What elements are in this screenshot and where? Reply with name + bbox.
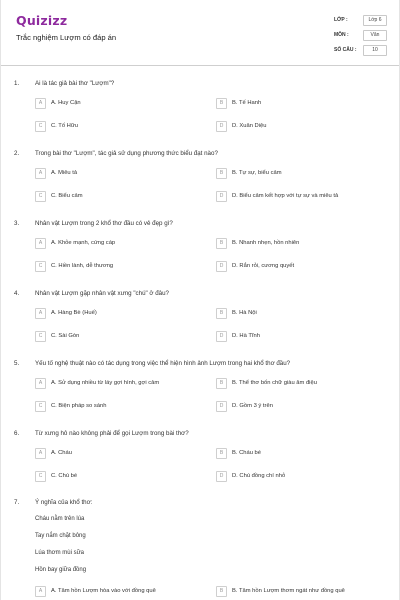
option-letter: B bbox=[216, 98, 227, 109]
worksheet-header bbox=[1, 0, 399, 66]
option-text: B. Cháu bé bbox=[232, 450, 262, 456]
option-text: A. Huy Cận bbox=[51, 100, 81, 106]
option-letter: A bbox=[35, 238, 46, 249]
option-text: C. Sài Gòn bbox=[51, 333, 80, 339]
option-text: D. Xuân Diệu bbox=[232, 123, 267, 129]
option-text: C. Hiền lành, dễ thương bbox=[51, 263, 114, 269]
question-number: 3. bbox=[14, 220, 20, 227]
option-letter: D bbox=[216, 191, 227, 202]
option-text: D. Chú đồng chí nhỏ bbox=[232, 473, 286, 479]
question-text: Ai là tác giả bài thơ "Lượm"? bbox=[35, 80, 115, 87]
option-letter: A bbox=[35, 98, 46, 109]
option-text: B. Tế Hanh bbox=[232, 100, 262, 106]
option-text: D. Gồm 3 ý trên bbox=[232, 403, 273, 409]
question-text: Nhân vật Lượm trong 2 khổ thơ đầu có vẻ đẹp gì? bbox=[35, 220, 173, 227]
option-letter: C bbox=[35, 401, 46, 412]
option-letter: C bbox=[35, 471, 46, 482]
option-text: A. Khỏe mạnh, cứng cáp bbox=[51, 240, 116, 246]
question-text: Trong bài thơ "Lượm", tác giả sử dụng phương thức biểu đạt nào? bbox=[35, 150, 218, 157]
option-text: B. Nhanh nhẹn, hồn nhiên bbox=[232, 240, 300, 246]
option-letter: D bbox=[216, 401, 227, 412]
poem-line: Cháu nằm trên lúa bbox=[35, 516, 85, 522]
option-text: C. Chú bé bbox=[51, 473, 78, 479]
poem-line: Lúa thơm mùi sữa bbox=[35, 550, 84, 556]
option-letter: B bbox=[216, 238, 227, 249]
option-text: A. Tâm hồn Lượm hòa vào với đồng quê bbox=[51, 588, 156, 594]
meta-label: MÔN : bbox=[334, 32, 349, 38]
option-text: A. Cháu bbox=[51, 450, 72, 456]
option-letter: A bbox=[35, 586, 46, 597]
meta-question-count bbox=[331, 44, 387, 56]
option-text: C. Biện pháp so sánh bbox=[51, 403, 107, 409]
option-letter: C bbox=[35, 191, 46, 202]
option-letter: D bbox=[216, 121, 227, 132]
question-number: 2. bbox=[14, 150, 20, 157]
question-number: 5. bbox=[14, 360, 20, 367]
option-letter: D bbox=[216, 261, 227, 272]
meta-class bbox=[331, 14, 387, 26]
page-title: Trắc nghiệm Lượm có đáp án bbox=[16, 33, 117, 42]
meta-subject bbox=[331, 29, 387, 41]
question-text: Nhân vật Lượm gặp nhân vật xưng "chú" ở đâu? bbox=[35, 290, 169, 297]
question-number: 1. bbox=[14, 80, 20, 87]
question-text: Yếu tố nghệ thuật nào có tác dụng trong việc thể hiện hình ảnh Lượm trong hai khổ thơ đầu? bbox=[35, 360, 291, 367]
question-number: 6. bbox=[14, 430, 20, 437]
meta-label: LỚP : bbox=[334, 17, 348, 23]
option-letter: B bbox=[216, 586, 227, 597]
question-text: Ý nghĩa của khổ thơ: bbox=[35, 499, 93, 506]
option-text: D. Biểu cảm kết hợp với tự sự và miêu tả bbox=[232, 193, 339, 199]
option-letter: D bbox=[216, 331, 227, 342]
option-text: B. Tự sự, biểu cảm bbox=[232, 170, 282, 176]
meta-value-box: Lớp 6 bbox=[363, 15, 387, 26]
option-text: A. Miêu tả bbox=[51, 170, 78, 176]
poem-line: Hồn bay giữa đồng bbox=[35, 567, 87, 573]
meta-value-box: 10 bbox=[363, 45, 387, 56]
option-letter: A bbox=[35, 378, 46, 389]
option-letter: A bbox=[35, 448, 46, 459]
option-text: D. Rắn rỏi, cương quyết bbox=[232, 263, 295, 269]
option-text: C. Tố Hữu bbox=[51, 123, 78, 129]
option-letter: C bbox=[35, 331, 46, 342]
option-text: A. Hàng Bè (Huế) bbox=[51, 310, 97, 316]
option-letter: C bbox=[35, 121, 46, 132]
option-letter: B bbox=[216, 448, 227, 459]
question-text: Từ xưng hô nào không phải để gọi Lượm trong bài thơ? bbox=[35, 430, 189, 437]
option-letter: B bbox=[216, 378, 227, 389]
meta-value-box: Văn bbox=[363, 30, 387, 41]
option-letter: C bbox=[35, 261, 46, 272]
option-text: D. Hà Tĩnh bbox=[232, 333, 260, 339]
option-letter: D bbox=[216, 471, 227, 482]
option-letter: A bbox=[35, 308, 46, 319]
meta-label: SỐ CÂU : bbox=[334, 47, 357, 53]
question-number: 7. bbox=[14, 499, 20, 506]
question-number: 4. bbox=[14, 290, 20, 297]
option-text: A. Sử dụng nhiều từ láy gợi hình, gợi cảm bbox=[51, 380, 160, 386]
option-text: B. Thể thơ bốn chữ giàu âm điệu bbox=[232, 380, 317, 386]
option-letter: B bbox=[216, 308, 227, 319]
option-text: B. Hà Nội bbox=[232, 310, 257, 316]
option-text: C. Biểu cảm bbox=[51, 193, 83, 199]
option-letter: B bbox=[216, 168, 227, 179]
option-letter: A bbox=[35, 168, 46, 179]
quizizz-logo[interactable]: Quizizz bbox=[16, 13, 68, 28]
poem-line: Tay nắm chặt bông bbox=[35, 533, 86, 539]
option-text: B. Tâm hồn Lượm thơm ngát như đồng quê bbox=[232, 588, 345, 594]
